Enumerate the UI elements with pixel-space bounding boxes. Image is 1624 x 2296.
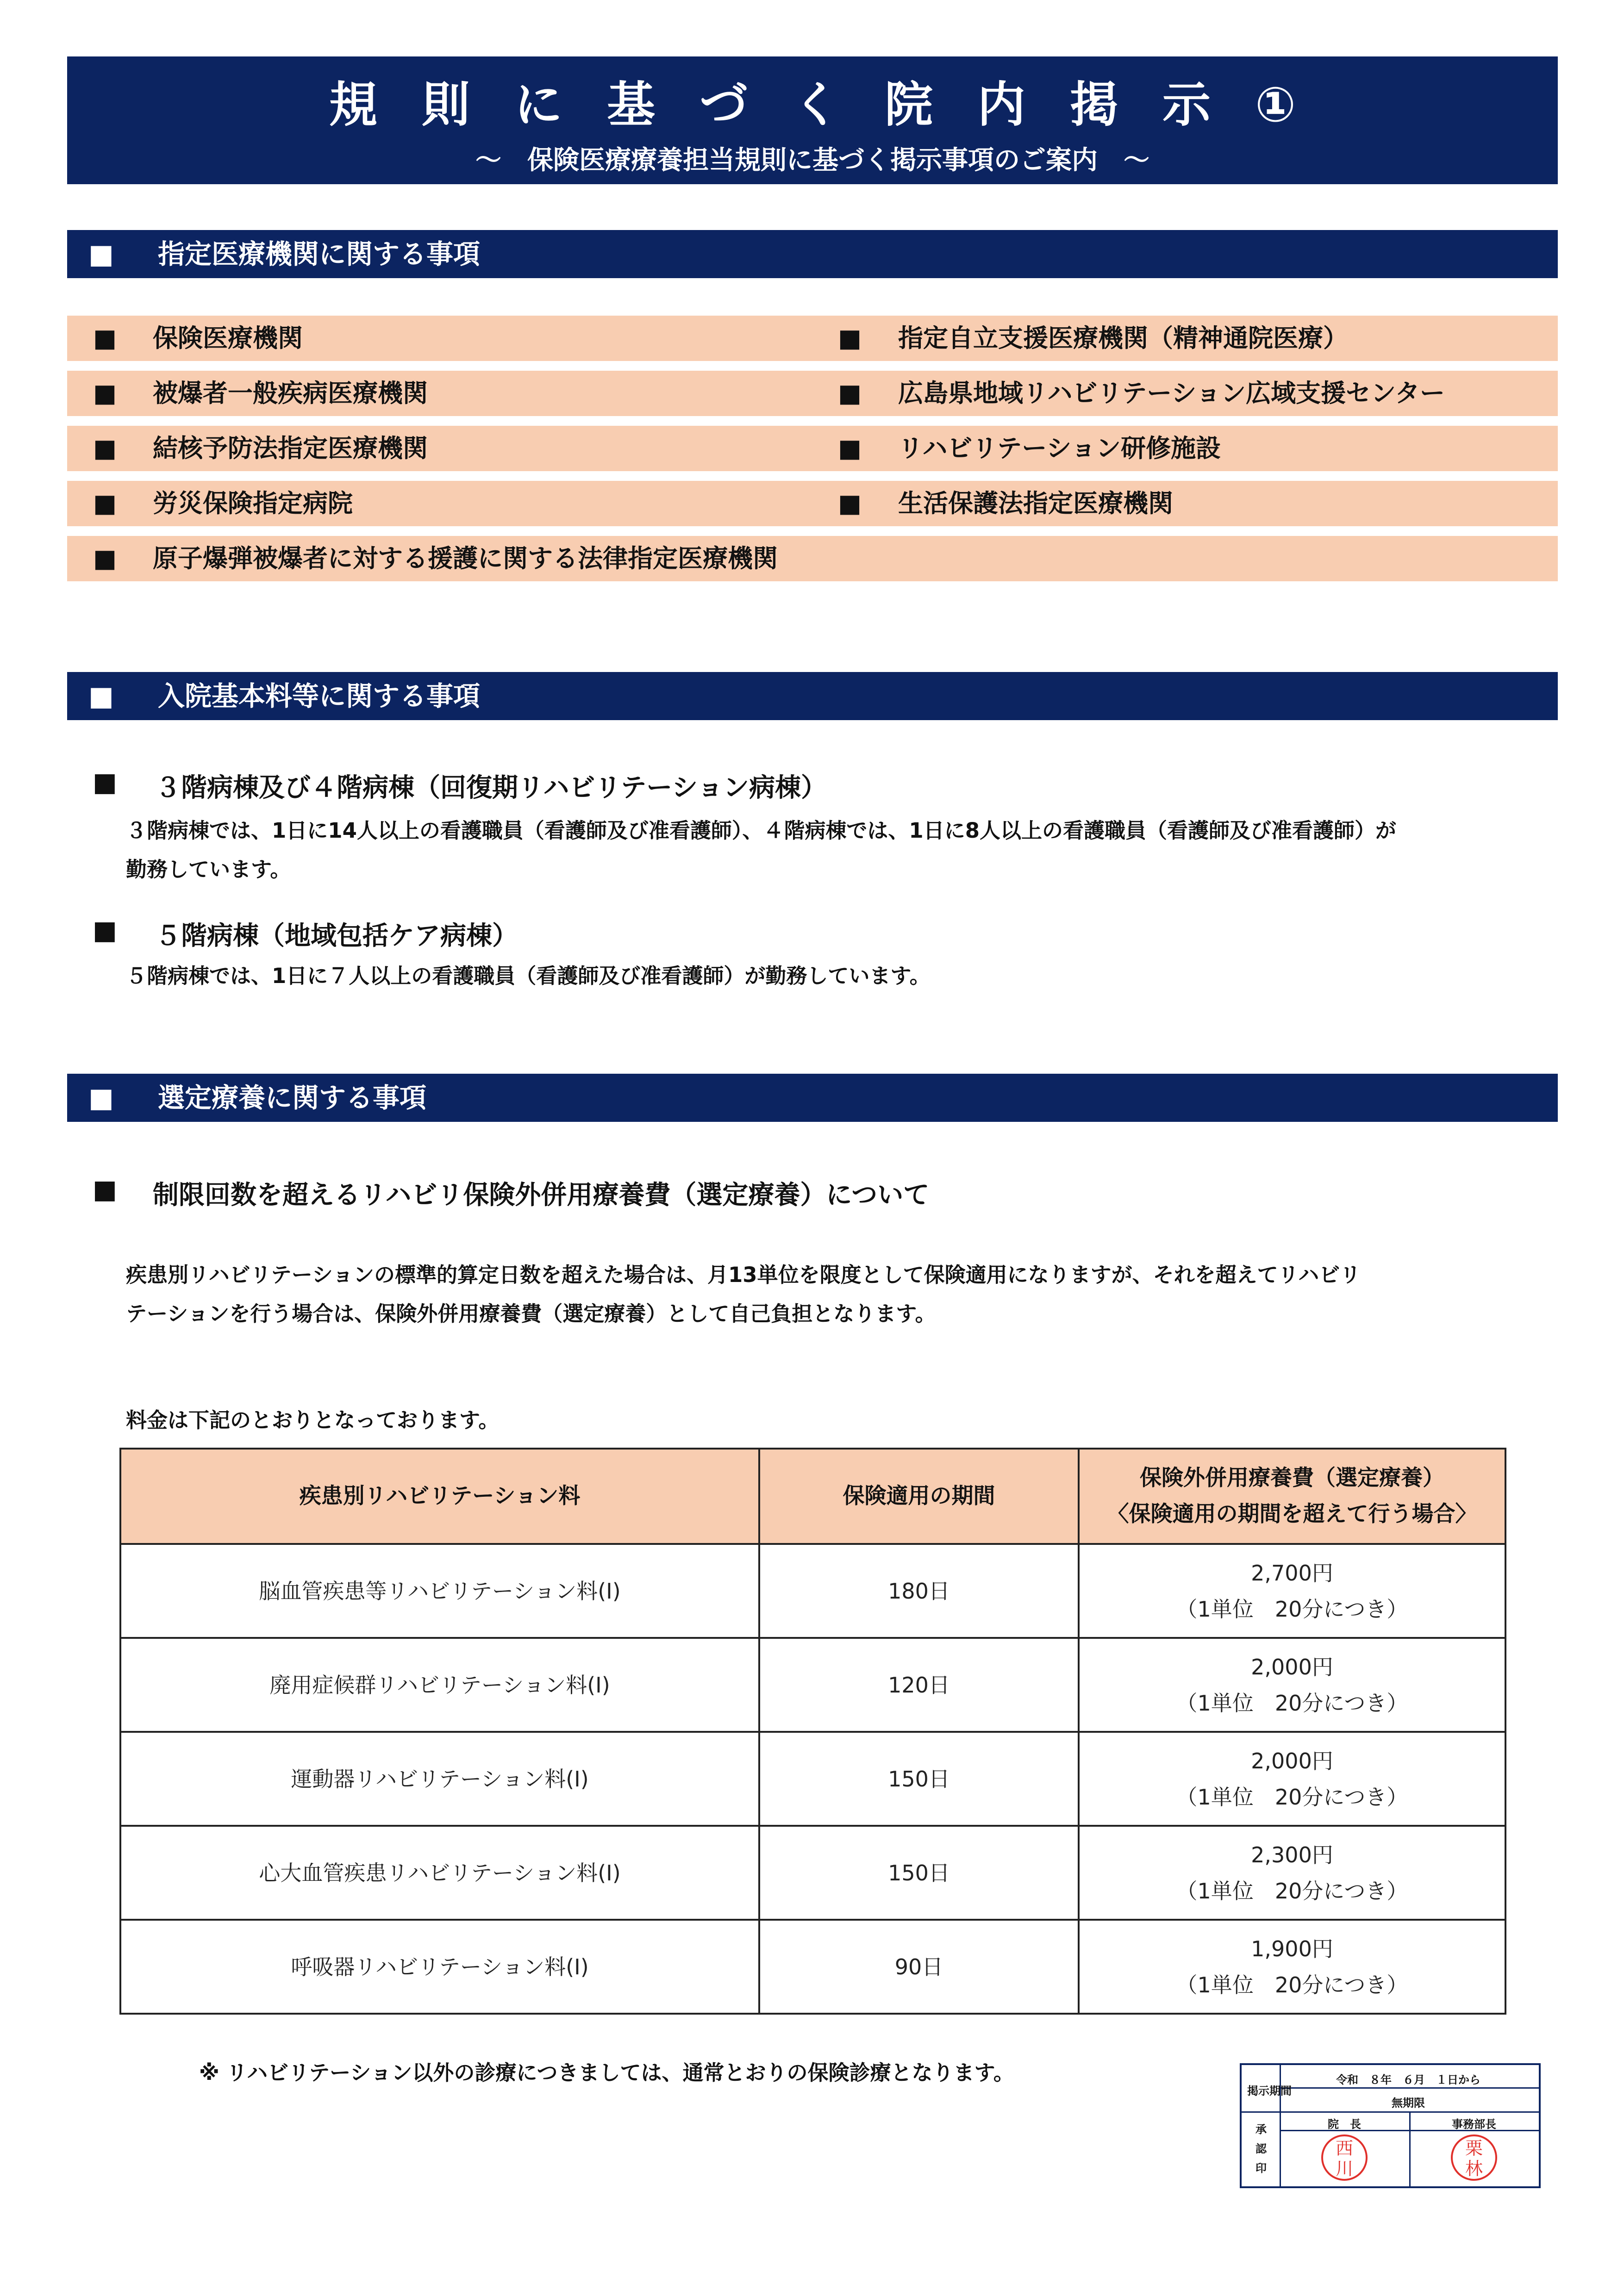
divider	[1280, 2087, 1539, 2089]
selected-paragraph: テーションを行う場合は、保険外併用療養費（選定療養）として自己負担となります。	[126, 1301, 936, 1326]
table-row	[120, 1732, 1505, 1826]
fee-amount: 2,000円	[1251, 1748, 1333, 1773]
bullet-square-icon: ■	[838, 324, 862, 353]
bullet-square-icon: ■	[838, 379, 862, 408]
fee-amount: 2,000円	[1251, 1654, 1333, 1680]
column-header-line: 〈保険適用の期間を超えて行う場合〉	[1107, 1501, 1477, 1527]
fee-unit: （1単位 20分につき）	[1176, 1690, 1408, 1716]
table-row	[120, 1920, 1505, 2014]
table-row	[120, 1826, 1505, 1920]
designated-item: 生活保護法指定医療機関	[898, 489, 1173, 518]
seal-stamp-director	[1321, 2134, 1368, 2181]
designated-item: 保険医療機関	[153, 324, 303, 353]
bullet-square-icon: ■	[93, 379, 117, 408]
rehab-name: 廃用症候群リハビリテーション料(Ⅰ)	[120, 1638, 759, 1732]
designated-item: 指定自立支援医療機関（精神通院医療）	[898, 324, 1348, 353]
fee-amount: 1,900円	[1251, 1936, 1333, 1961]
fee-cell	[1079, 1732, 1505, 1826]
approval-stamp-box	[1240, 2063, 1541, 2188]
fee-cell	[1079, 1638, 1505, 1732]
coverage-period: 150日	[759, 1732, 1079, 1826]
selected-subheading: 制限回数を超えるリハビリ保険外併用療養費（選定療養）について	[153, 1180, 930, 1210]
coverage-period: 180日	[759, 1544, 1079, 1638]
fee-unit: （1単位 20分につき）	[1176, 1784, 1408, 1810]
bullet-square-icon: ■	[88, 680, 114, 712]
section-title: 選定療養に関する事項	[158, 1082, 427, 1114]
rehab-name: 呼吸器リハビリテーション料(Ⅰ)	[120, 1920, 759, 2014]
approval-label: 承認印	[1255, 2123, 1267, 2175]
designated-item: 労災保険指定病院	[153, 489, 353, 518]
designated-item: リハビリテーション研修施設	[898, 434, 1221, 463]
title-banner	[67, 56, 1558, 184]
fee-amount: 2,300円	[1251, 1842, 1333, 1867]
column-header: 疾患別リハビリテーション料	[120, 1449, 759, 1544]
designated-item: 広島県地域リハビリテーション広域支援センター	[898, 379, 1445, 408]
seal-text: 西川	[1335, 2138, 1353, 2179]
bullet-square-icon: ■	[88, 238, 114, 270]
ward-heading: ５階病棟（地域包括ケア病棟）	[155, 921, 518, 951]
bullet-square-icon: ■	[93, 1175, 117, 1205]
ward-description: 勤務しています。	[126, 857, 291, 882]
designated-row	[67, 536, 1558, 581]
table-row	[120, 1544, 1505, 1638]
bullet-square-icon: ■	[93, 434, 117, 463]
column-header	[1079, 1449, 1505, 1544]
designated-row	[67, 481, 1558, 526]
designated-item: 原子爆弾被爆者に対する援護に関する法律指定医療機関	[153, 544, 778, 573]
column-header: 保険適用の期間	[759, 1449, 1079, 1544]
coverage-period: 150日	[759, 1826, 1079, 1920]
table-header-row	[120, 1449, 1505, 1544]
rehab-name: 脳血管疾患等リハビリテーション料(Ⅰ)	[120, 1544, 759, 1638]
fee-unit: （1単位 20分につき）	[1176, 1972, 1408, 1997]
fee-intro: 料金は下記のとおりとなっております。	[126, 1408, 500, 1432]
table-row	[120, 1638, 1505, 1732]
page-title: 規則に基づく院内掲示①	[329, 76, 1341, 133]
fee-cell	[1079, 1826, 1505, 1920]
fee-table	[119, 1448, 1506, 2015]
fee-amount: 2,700円	[1251, 1560, 1333, 1586]
column-header-line: 保険外併用療養費（選定療養）	[1140, 1465, 1444, 1491]
fee-unit: （1単位 20分につき）	[1176, 1878, 1408, 1904]
section-title: 入院基本料等に関する事項	[158, 680, 481, 712]
bullet-square-icon: ■	[88, 1082, 114, 1114]
selected-paragraph: 疾患別リハビリテーションの標準的算定日数を超えた場合は、月13単位を限度として保険適用になりますが、それを超えてリハビリ	[126, 1263, 1361, 1287]
bullet-square-icon: ■	[93, 767, 117, 797]
section-header-designated	[67, 230, 1558, 278]
seal-text: 栗林	[1465, 2138, 1483, 2179]
bullet-square-icon: ■	[93, 544, 117, 573]
designated-row	[67, 426, 1558, 471]
designated-row	[67, 316, 1558, 361]
coverage-period: 90日	[759, 1920, 1079, 2014]
section-title: 指定医療機関に関する事項	[158, 238, 481, 270]
divider	[1242, 2111, 1539, 2113]
bullet-square-icon: ■	[93, 489, 117, 518]
period-from: 令和 ８年 ６月 １日から	[1336, 2073, 1480, 2086]
period-label: 掲示期間	[1247, 2084, 1292, 2097]
section-header-selected	[67, 1074, 1558, 1122]
admin-label: 事務部長	[1452, 2118, 1496, 2131]
ward-description: ５階病棟では、1日に７人以上の看護職員（看護師及び准看護師）が勤務しています。	[126, 964, 931, 988]
designated-row	[67, 371, 1558, 416]
fee-cell	[1079, 1544, 1505, 1638]
bullet-square-icon: ■	[838, 489, 862, 518]
rehab-name: 心大血管疾患リハビリテーション料(Ⅰ)	[120, 1826, 759, 1920]
bullet-square-icon: ■	[838, 434, 862, 463]
period-to: 無期限	[1392, 2097, 1425, 2109]
bullet-square-icon: ■	[93, 324, 117, 353]
section-header-admission	[67, 672, 1558, 720]
coverage-period: 120日	[759, 1638, 1079, 1732]
designated-item: 結核予防法指定医療機関	[153, 434, 428, 463]
fee-cell	[1079, 1920, 1505, 2014]
ward-heading: ３階病棟及び４階病棟（回復期リハビリテーション病棟）	[155, 773, 827, 803]
fee-unit: （1単位 20分につき）	[1176, 1596, 1408, 1622]
designated-item: 被爆者一般疾病医療機関	[153, 379, 428, 408]
ward-description: ３階病棟では、1日に14人以上の看護職員（看護師及び准看護師）、４階病棟では、1日に8人以上の看護職員（看護師及び准看護師）が	[126, 818, 1397, 843]
bullet-square-icon: ■	[93, 915, 117, 946]
footnote: ※ リハビリテーション以外の診療につきましては、通常とおりの保険診療となります。	[199, 2060, 1014, 2085]
seal-stamp-admin	[1451, 2134, 1497, 2181]
rehab-name: 運動器リハビリテーション料(Ⅰ)	[120, 1732, 759, 1826]
page-subtitle: ～ 保険医療療養担当規則に基づく掲示事項のご案内 ～	[475, 145, 1149, 175]
director-label: 院 長	[1328, 2118, 1361, 2131]
